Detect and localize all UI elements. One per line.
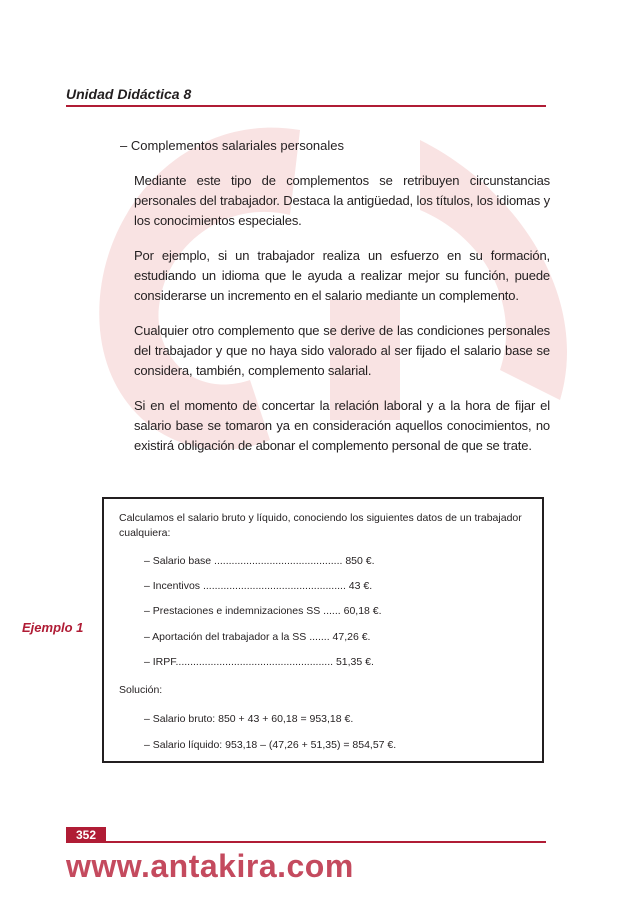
- page-number: 352: [66, 827, 106, 843]
- data-item: – Aportación del trabajador a la SS ....... 47,26 €.: [144, 631, 371, 643]
- solution-item: – Salario bruto: 850 + 43 + 60,18 = 953,18 €.: [144, 713, 354, 725]
- section-heading: – Complementos salariales personales: [120, 138, 345, 153]
- example-label: Ejemplo 1: [22, 620, 84, 635]
- data-item: – Incentivos ................................................. 43 €.: [144, 580, 373, 592]
- paragraph: Mediante este tipo de complementos se retribuyen circunstancias personales del trabajador. Destaca la antigüedad, los títulos, los idiomas y los conocimientos especiales.: [134, 173, 550, 228]
- header-rule: [66, 105, 546, 107]
- solution-label: Solución:: [119, 684, 163, 696]
- paragraph: Por ejemplo, si un trabajador realiza un esfuerzo en su formación, estudiando un idioma que le ayuda a realizar mejor su función, puede considerarse un incremento en el salario mediante un complemento.: [134, 248, 550, 303]
- data-item: – Salario base ............................................ 850 €.: [144, 555, 375, 567]
- solution-item: – Salario líquido: 953,18 – (47,26 + 51,35) = 854,57 €.: [144, 739, 397, 751]
- data-item: – Prestaciones e indemnizaciones SS ...... 60,18 €.: [144, 605, 382, 617]
- data-item: – IRPF...................................................... 51,35 €.: [144, 656, 374, 668]
- unit-title: Unidad Didáctica 8: [66, 86, 192, 102]
- paragraph: Cualquier otro complemento que se derive de las condiciones personales del trabajador y que no haya sido valorado al ser fijado el salario base se considera, también, complemento salarial.: [134, 323, 550, 378]
- paragraph: Si en el momento de concertar la relación laboral y a la hora de fijar el salario base se tomaron ya en consideración aquellos conocimientos, no existirá obligación de abonar el complemento personal de que se trate.: [134, 398, 550, 453]
- main-content: [120, 136, 550, 471]
- footer-rule: [106, 841, 546, 843]
- example-intro: Calculamos el salario bruto y líquido, conociendo los siguientes datos de un trabajador cualquiera:: [119, 512, 522, 539]
- example-box: [102, 497, 544, 763]
- website-url: www.antakira.com: [66, 848, 354, 884]
